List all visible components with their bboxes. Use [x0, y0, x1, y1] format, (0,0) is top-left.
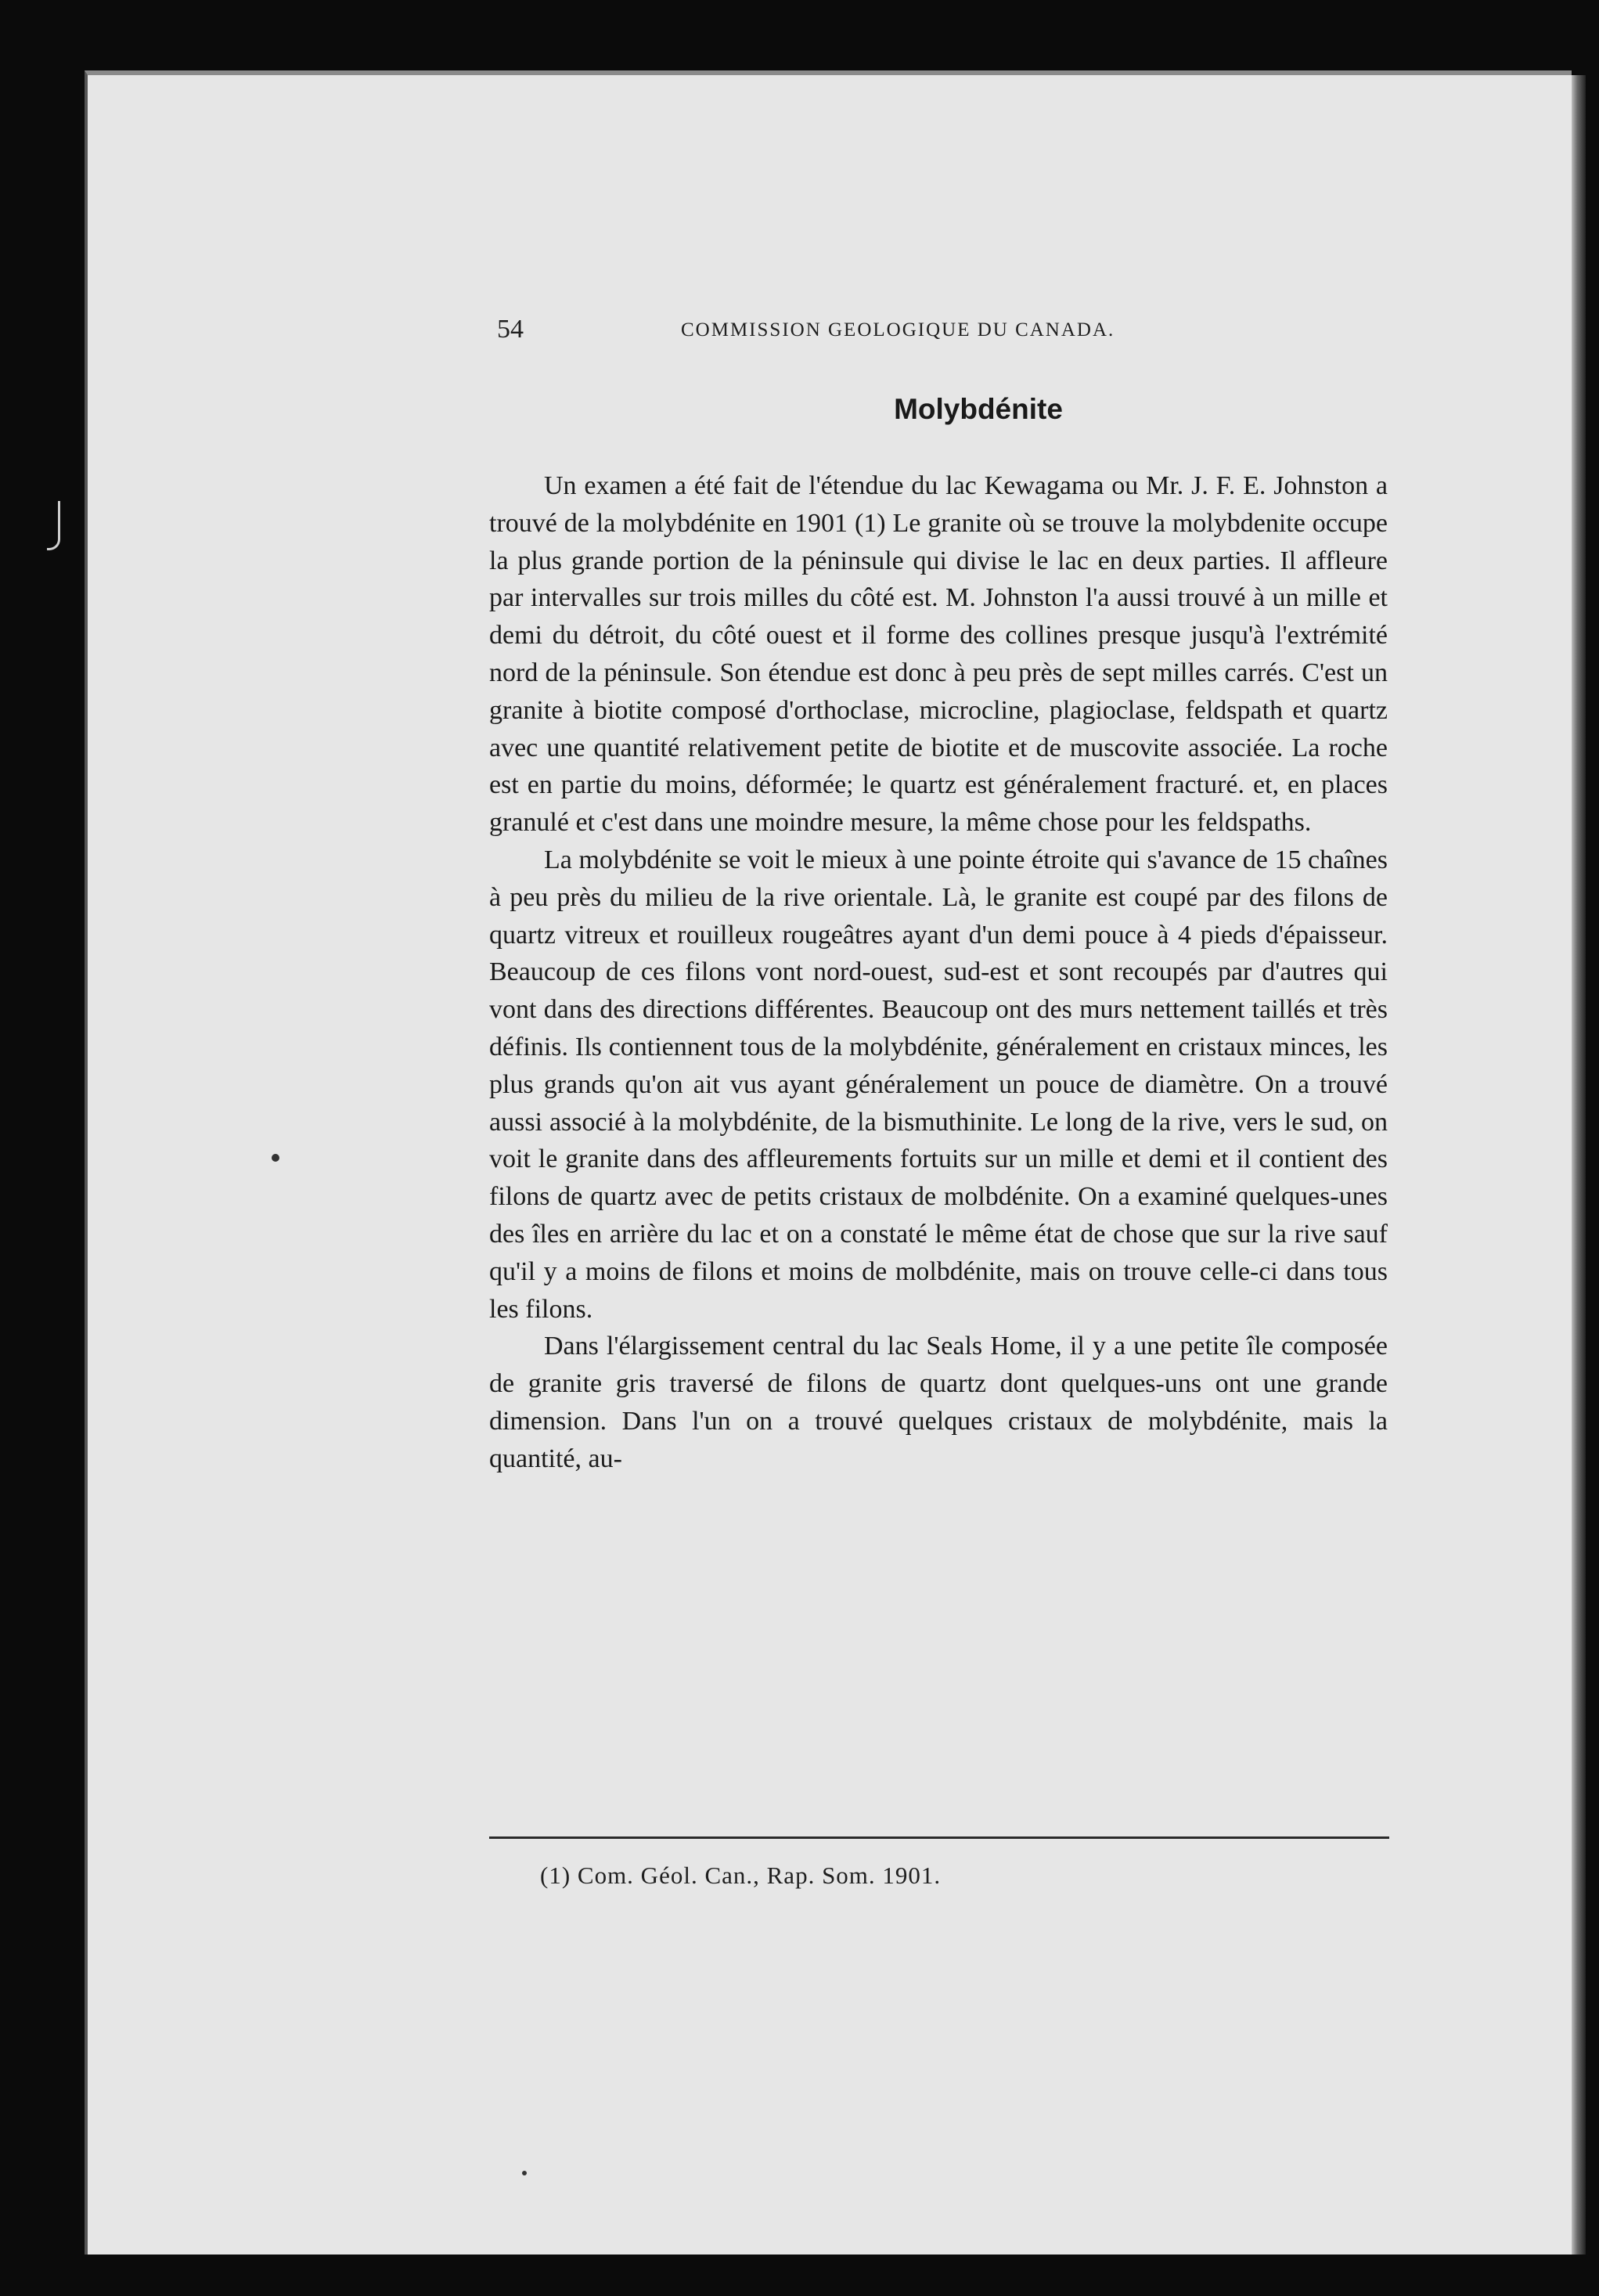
footnote: (1) Com. Géol. Can., Rap. Som. 1901.	[540, 1862, 942, 1889]
section-title: Molybdénite	[894, 393, 1063, 425]
scan-speck	[522, 2171, 527, 2175]
margin-scan-mark	[47, 501, 60, 550]
body-text	[489, 467, 1388, 1478]
page-edge-shadow	[1572, 75, 1586, 2255]
page-number: 54	[497, 315, 524, 344]
footnote-divider	[489, 1836, 1389, 1839]
paragraph: Un examen a été fait de l'étendue du lac Kewagama ou Mr. J. F. E. Johnston a trouvé de la molybdénite en 1901 (1) Le granite où se trouve la molybdenite occupe la plus grande portion de la péninsule qui divise le lac en deux parties. Il affleure par intervalles sur trois milles du côté est. M. Johnston l'a aussi trouvé à un mille et demi du détroit, du côté ouest et il forme des collines presque jusqu'à l'extrémité nord de la péninsule. Son étendue est donc à peu près de sept milles carrés. C'est un granite à biotite composé d'orthoclase, microcline, plagioclase, feldspath et quartz avec une quantité relativement petite de biotite et de muscovite associée. La roche est en partie du moins, déformée; le quartz est généralement fracturé. et, en places granulé et c'est dans une moindre mesure, la même chose pour les feldspaths.	[489, 471, 1388, 838]
paragraph: Dans l'élargissement central du lac Seals Home, il y a une petite île composée de granite gris traversé de filons de quartz dont quelques-uns ont une grande dimension. Dans l'un on a trouvé quelques cristaux de molybdénite, mais la quantité, au-	[489, 1332, 1388, 1473]
scan-speck	[272, 1154, 279, 1162]
paragraph: La molybdénite se voit le mieux à une pointe étroite qui s'avance de 15 chaînes à peu près du milieu de la rive orientale. Là, le granite est coupé par des filons de quartz vitreux et rouilleux rougeâtres ayant d'un demi pouce à 4 pieds d'épaisseur. Beaucoup de ces filons vont nord-ouest, sud-est et sont recoupés par d'autres qui vont dans des directions différentes. Beaucoup ont des murs nettement taillés et très définis. Ils contiennent tous de la molybdénite, généralement en cristaux minces, les plus grands qu'on ait vus ayant généralement un pouce de diamètre. On a trouvé aussi associé à la molybdénite, de la bismuthinite. Le long de la rive, vers le sud, on voit le granite dans des affleurements fortuits sur un mille et demi et il contient des filons de quartz avec de petits cristaux de molbdénite. On a examiné quelques-unes des îles en arrière du lac et on a constaté le même état de chose que sur la rive sauf qu'il y a moins de filons et moins de molbdénite, mais on trouve celle-ci dans tous les filons.	[489, 845, 1388, 1324]
running-title: COMMISSION GEOLOGIQUE DU CANADA.	[681, 319, 1115, 341]
